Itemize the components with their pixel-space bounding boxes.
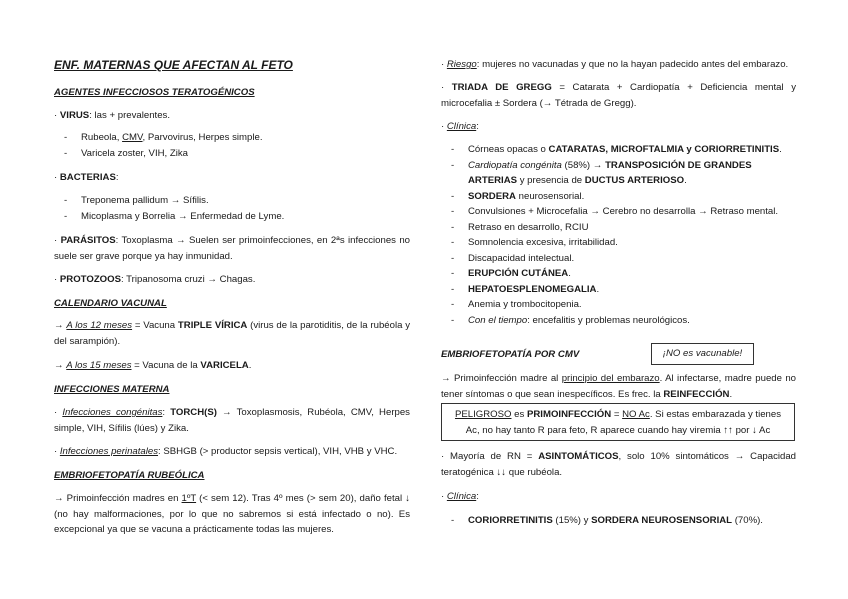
agents-heading: AGENTES INFECCIOSOS TERATOGÉNICOS [54, 87, 255, 98]
list-item: - Discapacidad intelectual. [441, 251, 796, 267]
congenitas-paragraph: · Infecciones congénitas: TORCH(S) → Toxoplasmosis, Rubéola, CMV, Herpes simple, VIH, Sífilis (lúes) y Zika. [54, 407, 410, 434]
cmv-link-text: CMV [122, 132, 143, 143]
list-item: - Treponema pallidum → Sífilis. [54, 193, 410, 209]
list-item: - Micoplasma y Borrelia → Enfermedad de Lyme. [54, 209, 410, 225]
list-item: - Con el tiempo: encefalitis y problemas neurológicos. [441, 313, 796, 329]
list-item: - Córneas opacas o CATARATAS, MICROFTALMIA y CORIORRETINITIS. [441, 142, 796, 158]
list-item: - Rubeola, CMV, Parvovirus, Herpes simple. [54, 130, 410, 146]
bacterias-line: · BACTERIAS: [54, 172, 119, 183]
page-title: ENF. MATERNAS QUE AFECTAN AL FETO [54, 58, 293, 72]
cmv-heading: EMBRIOFETOPATÍA POR CMV [441, 349, 580, 360]
not-vaccinable-box: ¡NO es vacunable! [651, 343, 754, 365]
clinica-line: · Clínica: [441, 121, 479, 132]
asintomaticos-paragraph: · Mayoría de RN = ASINTOMÁTICOS, solo 10% sintomáticos → Capacidad teratogénica ↓↓ que rubéola. [441, 451, 797, 478]
parasitos-paragraph: · PARÁSITOS: Toxoplasma → Suelen ser primoinfecciones, en 2ªs infecciones no suele ser grave porque ya hay inmunidad. [54, 235, 410, 262]
virus-label: VIRUS [59, 110, 90, 121]
list-item: - Varicela zoster, VIH, Zika [54, 146, 410, 162]
cmv-primoinfeccion-paragraph: → Primoinfección madre al principio del embarazo. Al infectarse, madre puede no tener síntomas o que sean inespecíficos. Es frec. la REINFECCIÓN. [441, 373, 796, 400]
list-item: - Cardiopatía congénita (58%) → TRANSPOSICIÓN DE GRANDES ARTERIAS y presencia de DUCTUS ARTERIOSO. [441, 158, 796, 189]
bacterias-list [54, 193, 410, 224]
bacterias-label: BACTERIAS [59, 172, 116, 183]
peligroso-box: PELIGROSO es PRIMOINFECCIÓN = NO Ac. Si estas embarazada y tienes Ac, no hay tanto R para feto, R aparece cuando hay viremia ↑↑ por ↓ Ac [441, 403, 795, 441]
list-item: - Convulsiones + Microcefalia → Cerebro no desarrolla → Retraso mental. [441, 204, 796, 220]
protozoos-line: · PROTOZOOS: Tripanosoma cruzi → Chagas. [54, 274, 256, 285]
cmv-clinica-list [441, 513, 796, 529]
list-item: - CORIORRETINITIS (15%) y SORDERA NEUROSENSORIAL (70%). [441, 513, 796, 529]
rubeolica-heading: EMBRIOFETOPATÍA RUBEÓLICA [54, 470, 205, 481]
calendario-15-meses: → A los 15 meses = Vacuna de la VARICELA. [54, 360, 252, 371]
protozoos-label: PROTOZOOS [59, 274, 121, 285]
riesgo-line: · Riesgo: mujeres no vacunadas y que no la hayan padecido antes del embarazo. [441, 59, 789, 70]
list-item: - HEPATOESPLENOMEGALIA. [441, 282, 796, 298]
calendario-heading: CALENDARIO VACUNAL [54, 298, 167, 309]
clinica-cmv-line: · Clínica: [441, 491, 479, 502]
list-item: - ERUPCIÓN CUTÁNEA. [441, 266, 796, 282]
list-item: - Anemia y trombocitopenia. [441, 297, 796, 313]
infecciones-heading: INFECCIONES MATERNA [54, 384, 170, 395]
virus-line: · VIRUS: las + prevalentes. [54, 110, 170, 121]
perinatales-line: · Infecciones perinatales: SBHGB (> productor sepsis vertical), VIH, VHB y VHC. [54, 446, 398, 457]
virus-list [54, 130, 410, 161]
list-item: - SORDERA neurosensorial. [441, 189, 796, 205]
rubeola-clinica-list [441, 142, 796, 328]
rubeolica-paragraph: → Primoinfección madres en 1ºT (< sem 12). Tras 4º mes (> sem 20), daño fetal ↓ (no hay malformaciones, por lo que no sabremos si está infectado o no). Es excepcional ya que se vacuna a prácticamente todas las mujeres. [54, 493, 410, 535]
calendario-12-meses: → A los 12 meses = Vacuna TRIPLE VÍRICA (virus de la parotiditis, de la rubéola y del sarampión). [54, 320, 411, 347]
list-item: - Somnolencia excesiva, irritabilidad. [441, 235, 796, 251]
gregg-paragraph: · TRIADA DE GREGG = Catarata + Cardiopatía + Deficiencia mental y microcefalia ± Sordera (→ Tétrada de Gregg). [441, 82, 796, 109]
list-item: - Retraso en desarrollo, RCIU [441, 220, 796, 236]
parasitos-label: PARÁSITOS [60, 235, 116, 246]
